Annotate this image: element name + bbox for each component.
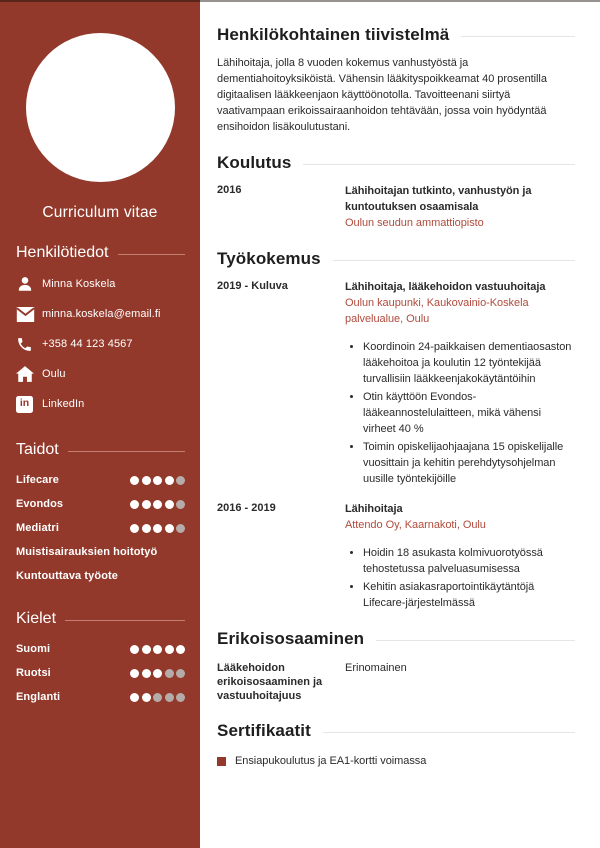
contact-row-phone <box>16 329 185 359</box>
experience-title: Lähihoitaja <box>345 503 403 515</box>
experience-section-head <box>217 249 575 269</box>
education-heading: Koulutus <box>217 153 292 172</box>
rating-dot-filled <box>130 524 139 533</box>
special-skill-value: Erinomainen <box>345 662 407 674</box>
home-icon <box>16 366 42 382</box>
skills-heading <box>16 441 185 459</box>
experience-bullet: • Otin käyttöön Evondos-lääkeannostelulaitteen, mikä vähensi virheet 40 % <box>363 389 575 437</box>
page-top-edge <box>0 0 600 2</box>
contact-row-email[interactable] <box>16 299 185 329</box>
rating-dot-filled <box>142 669 151 678</box>
education-title: Lähihoitajan tutkinto, vanhustyön ja kuntoutuksen osaamisala <box>345 185 532 213</box>
language-label: Ruotsi <box>16 667 51 679</box>
sidebar-heading-divider <box>68 451 185 453</box>
skill-label: Kuntouttava työote <box>16 570 119 582</box>
rating-dot-empty <box>176 524 185 533</box>
experience-entry <box>217 279 575 487</box>
rating-dot-filled <box>153 476 162 485</box>
rating-dot-filled <box>153 500 162 509</box>
language-dots <box>130 645 185 654</box>
square-bullet-icon <box>217 757 226 766</box>
email-icon <box>16 307 42 322</box>
certificate-item <box>217 755 575 767</box>
summary-heading: Henkilökohtainen tiivistelmä <box>217 25 450 44</box>
contact-row-name <box>16 269 185 299</box>
education-period: 2016 <box>217 184 242 196</box>
education-entry <box>217 183 575 231</box>
rating-dot-empty <box>165 693 174 702</box>
skill-row <box>16 564 185 588</box>
contact-phone: +358 44 123 4567 <box>42 338 133 350</box>
special-skill-label: Lääkehoidon erikoisosaaminen ja vastuuhoitajuus <box>217 662 323 702</box>
contact-heading <box>16 244 185 262</box>
skill-dots <box>130 476 185 485</box>
skill-label: Evondos <box>16 498 64 510</box>
summary-section <box>217 25 575 135</box>
rating-dot-filled <box>130 645 139 654</box>
contact-row-city <box>16 359 185 389</box>
certificate-text: Ensiapukoulutus ja EA1-kortti voimassa <box>235 755 427 767</box>
experience-organization: Oulun kaupunki, Kaukovainio-Koskela palvelualue, Oulu <box>345 297 529 325</box>
profile-photo-placeholder <box>26 33 175 182</box>
rating-dot-empty <box>176 476 185 485</box>
experience-heading: Työkokemus <box>217 249 321 268</box>
summary-section-head <box>217 25 575 45</box>
skill-label: Lifecare <box>16 474 59 486</box>
skill-row <box>16 468 185 492</box>
experience-organization: Attendo Oy, Kaarnakoti, Oulu <box>345 519 486 531</box>
experience-section <box>217 249 575 611</box>
contact-city: Oulu <box>42 368 66 380</box>
rating-dot-filled <box>165 645 174 654</box>
languages-list <box>16 637 185 709</box>
special-skill-entry <box>217 661 575 703</box>
skills-heading-label: Taidot <box>16 441 59 458</box>
rating-dot-filled <box>153 669 162 678</box>
section-divider-line <box>323 732 575 733</box>
experience-entry <box>217 501 575 611</box>
special-skills-section-head <box>217 629 575 649</box>
person-icon <box>16 275 42 293</box>
phone-icon <box>16 336 42 353</box>
certificates-section-head <box>217 721 575 741</box>
rating-dot-filled <box>130 693 139 702</box>
rating-dot-filled <box>130 476 139 485</box>
contact-row-linkedin[interactable] <box>16 389 185 419</box>
skill-row <box>16 540 185 564</box>
experience-entry-body <box>345 501 575 611</box>
rating-dot-filled <box>142 524 151 533</box>
skills-section <box>0 441 200 588</box>
rating-dot-filled <box>165 500 174 509</box>
language-row <box>16 637 185 661</box>
rating-dot-empty <box>176 693 185 702</box>
language-label: Suomi <box>16 643 51 655</box>
rating-dot-filled <box>142 500 151 509</box>
contact-heading-label: Henkilötiedot <box>16 244 109 261</box>
rating-dot-filled <box>165 524 174 533</box>
certificates-section <box>217 721 575 767</box>
language-dots <box>130 669 185 678</box>
sidebar-heading-divider <box>118 254 186 256</box>
languages-heading <box>16 610 185 628</box>
contact-section <box>0 244 200 419</box>
contact-linkedin: LinkedIn <box>42 398 85 410</box>
rating-dot-filled <box>130 669 139 678</box>
skill-dots <box>130 500 185 509</box>
education-section <box>217 153 575 231</box>
skill-label: Muistisairauksien hoitotyö <box>16 546 158 558</box>
skill-label: Mediatri <box>16 522 59 534</box>
skill-dots <box>130 524 185 533</box>
sidebar-heading-divider <box>65 620 185 622</box>
languages-heading-label: Kielet <box>16 610 57 627</box>
rating-dot-filled <box>153 524 162 533</box>
main-content <box>200 0 600 848</box>
rating-dot-filled <box>165 476 174 485</box>
experience-bullet: • Hoidin 18 asukasta kolmivuorotyössä tehostetussa palveluasumisessa <box>363 545 575 577</box>
rating-dot-filled <box>142 645 151 654</box>
education-organization: Oulun seudun ammattiopisto <box>345 217 484 229</box>
section-divider-line <box>303 164 575 165</box>
contact-name: Minna Koskela <box>42 278 116 290</box>
experience-bullet-list <box>345 545 575 611</box>
summary-text: Lähihoitaja, jolla 8 vuoden kokemus vanhustyöstä ja dementiahoitoyksiköistä. Vähensin lääkityspoikkeamat 40 prosentilla digitaalisen lääkkeenjaon käyttöönotolla. Tavoitteenani siirtyä vaativampaan erikoissairaanhoidon tehtävään, jossa voin hyödyntää ensihoidon lisäkoulutustani. <box>217 57 547 133</box>
contact-list <box>16 269 185 419</box>
cv-title: Curriculum vitae <box>42 204 158 221</box>
skills-list <box>16 468 185 588</box>
experience-bullet-list <box>345 339 575 487</box>
education-section-head <box>217 153 575 173</box>
skill-row <box>16 492 185 516</box>
section-divider-line <box>461 36 575 37</box>
rating-dot-empty <box>153 693 162 702</box>
certificates-heading: Sertifikaatit <box>217 721 311 740</box>
experience-period: 2016 - 2019 <box>217 502 276 514</box>
rating-dot-empty <box>165 669 174 678</box>
experience-bullet: • Kehitin asiakasraportointikäytäntöjä Lifecare-järjestelmässä <box>363 579 575 611</box>
rating-dot-filled <box>153 645 162 654</box>
rating-dot-filled <box>130 500 139 509</box>
rating-dot-filled <box>142 476 151 485</box>
experience-entry-body <box>345 279 575 487</box>
rating-dot-empty <box>176 669 185 678</box>
rating-dot-empty <box>176 500 185 509</box>
rating-dot-filled <box>142 693 151 702</box>
section-divider-line <box>376 640 575 641</box>
language-row <box>16 685 185 709</box>
special-skills-section <box>217 629 575 703</box>
contact-email: minna.koskela@email.fi <box>42 308 161 320</box>
education-entry-body <box>345 183 575 231</box>
experience-bullet: • Toimin opiskelijaohjaajana 15 opiskelijalle vuosittain ja kehitin perehdytysohjelman uusille työntekijöille <box>363 439 575 487</box>
sidebar <box>0 0 200 848</box>
language-label: Englanti <box>16 691 61 703</box>
experience-title: Lähihoitaja, lääkehoidon vastuuhoitaja <box>345 281 546 293</box>
special-skills-heading: Erikoisosaaminen <box>217 629 365 648</box>
section-divider-line <box>333 260 575 261</box>
language-dots <box>130 693 185 702</box>
experience-period: 2019 - Kuluva <box>217 280 288 292</box>
experience-bullet: • Koordinoin 24-paikkaisen dementiaosaston lääkehoitoa ja koulutin 12 työntekijää turvallisiin lääkkeenjakokäytäntöihin <box>363 339 575 387</box>
languages-section <box>0 610 200 709</box>
linkedin-icon: in <box>16 396 42 413</box>
language-row <box>16 661 185 685</box>
skill-row <box>16 516 185 540</box>
rating-dot-filled <box>176 645 185 654</box>
